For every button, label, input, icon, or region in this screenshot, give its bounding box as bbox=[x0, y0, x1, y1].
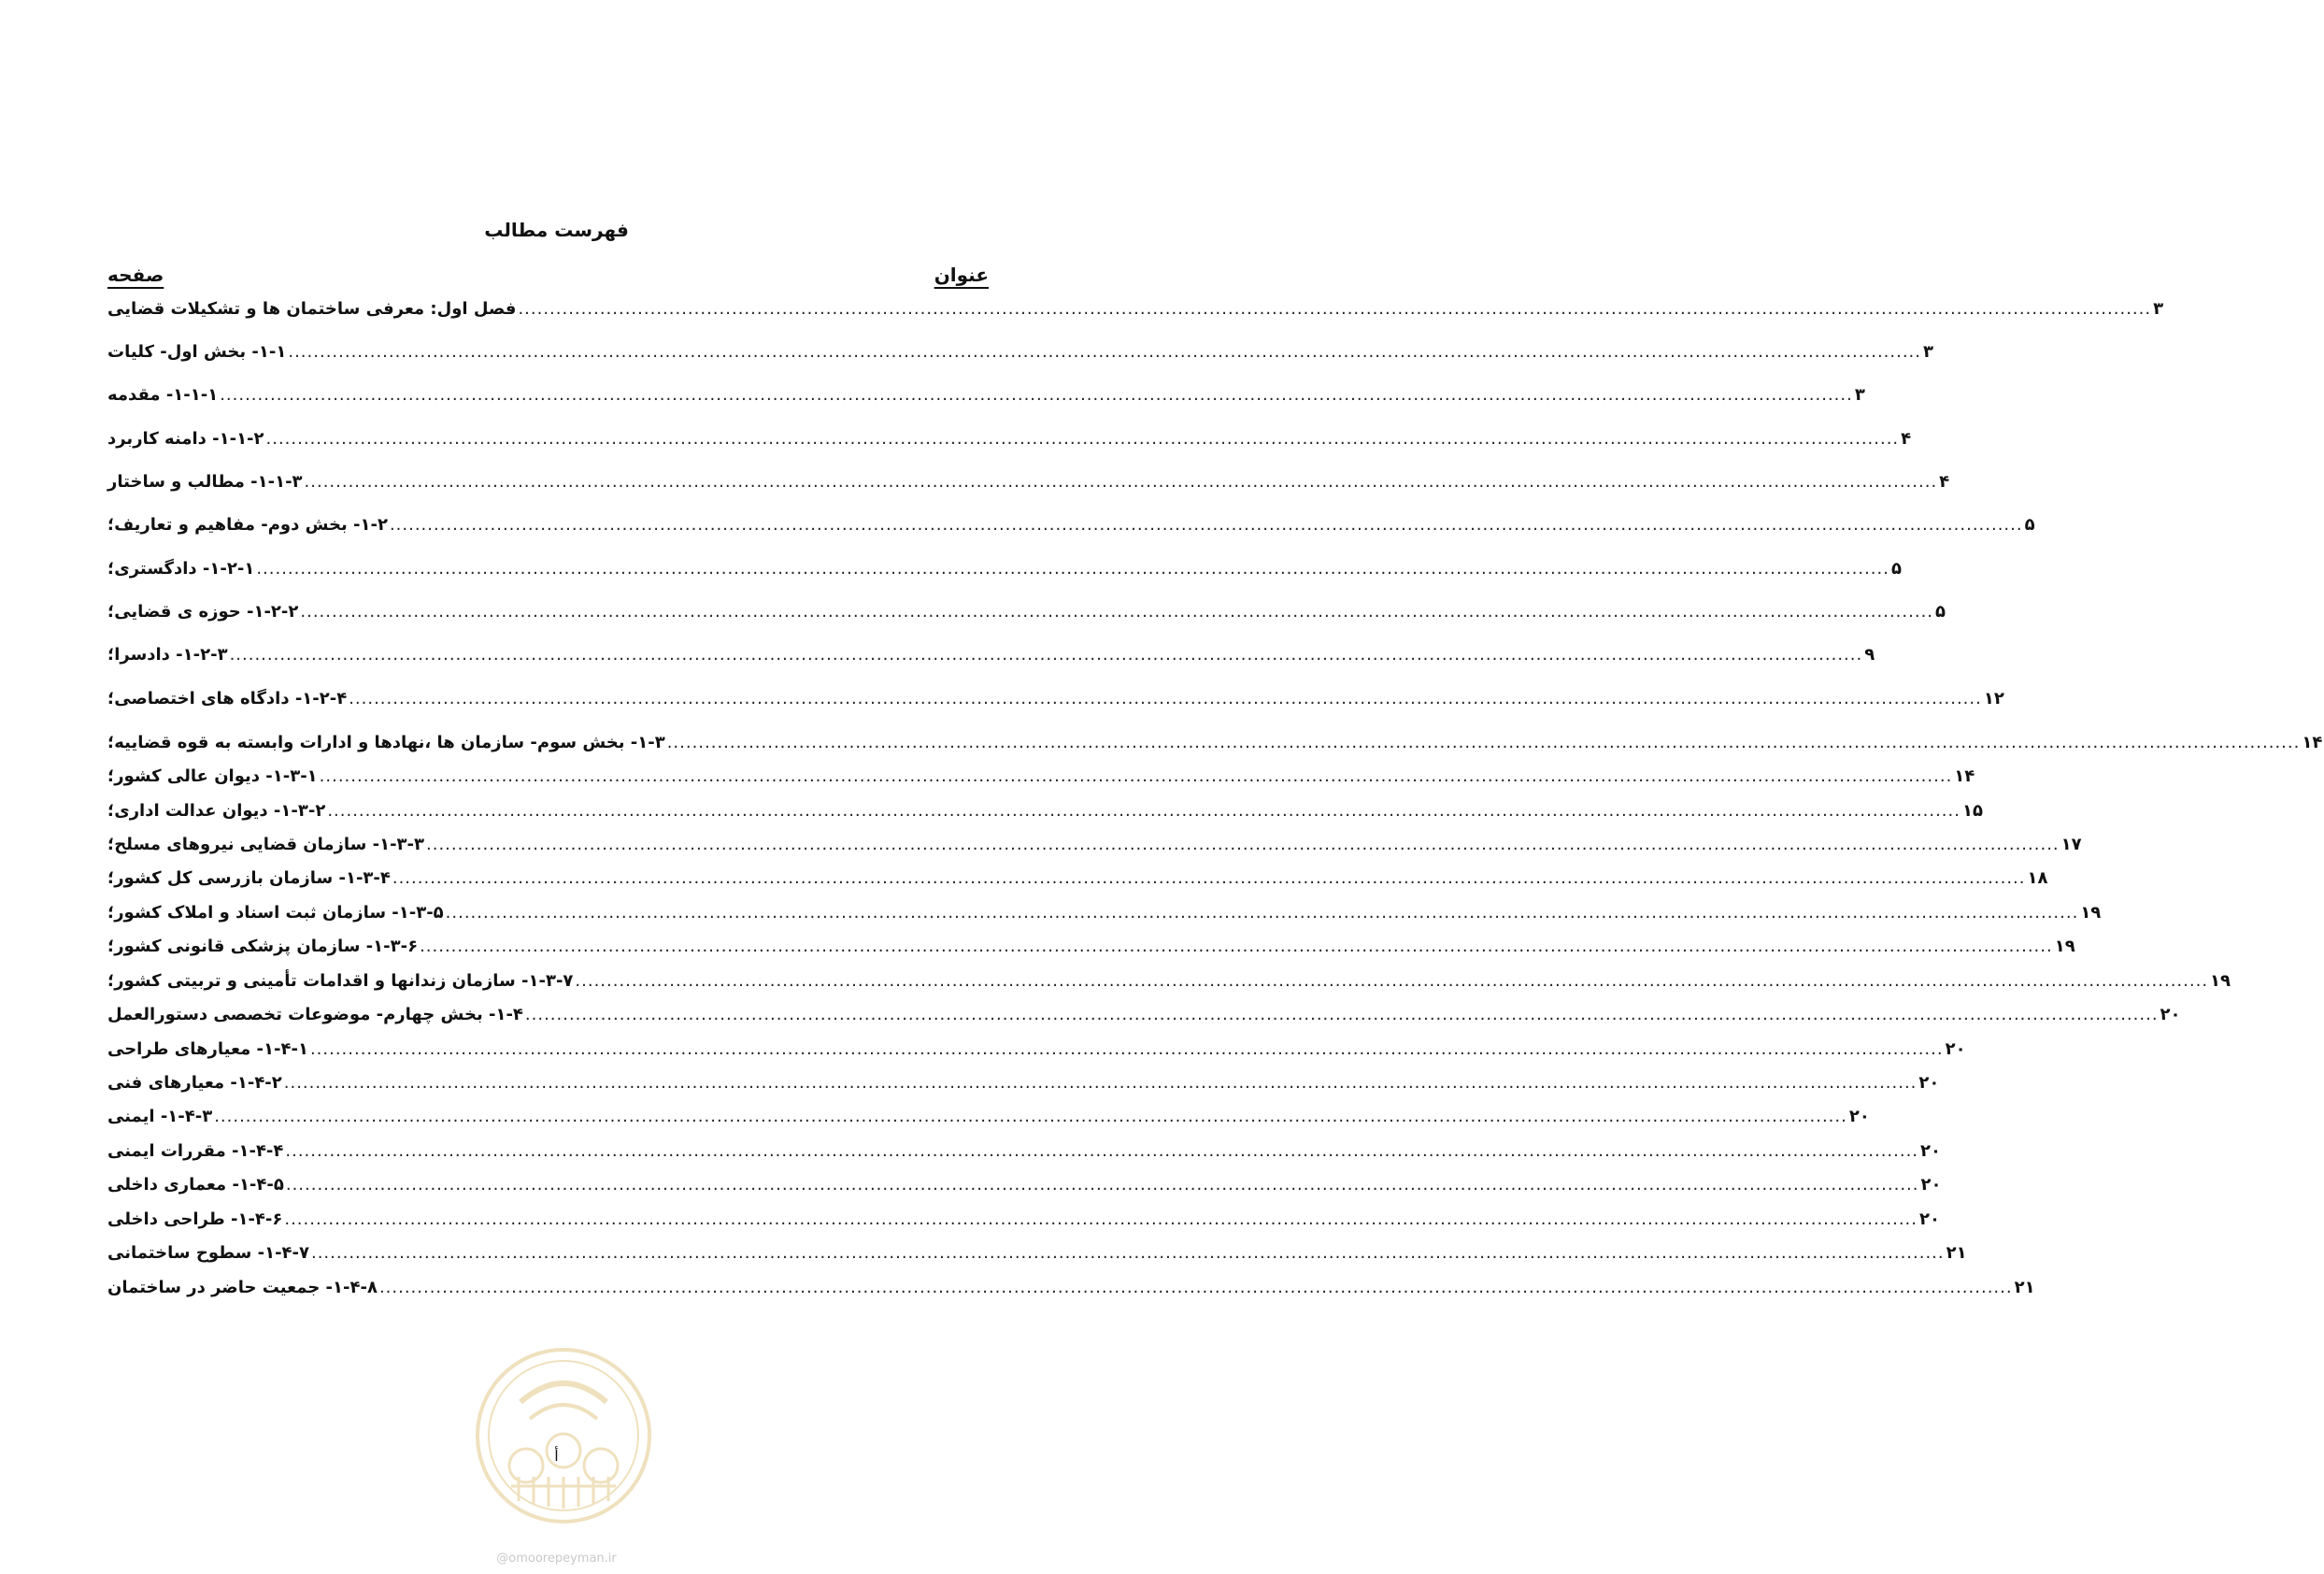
toc-entry-page: ۴ bbox=[1939, 472, 1950, 492]
toc-entry[interactable] bbox=[107, 555, 1902, 581]
toc-entry-page: ۱۹ bbox=[2210, 971, 2231, 991]
toc-leader-dots: .................................................................................................................................................................................................................................................................... bbox=[256, 559, 1889, 579]
toc-entry-title: ۱-۳-۳- سازمان قضایی نیروهای مسلح؛ bbox=[107, 835, 424, 854]
toc-entry-title: ۱-۳- بخش سوم- سازمان ها ،نهادها و ادارات وابسته به قوه قضاییه؛ bbox=[107, 733, 665, 752]
toc-entry-page: ۳ bbox=[2153, 299, 2164, 319]
column-header-page: صفحه bbox=[107, 264, 164, 286]
toc-entry[interactable] bbox=[107, 967, 2231, 994]
toc-entry-page: ۵ bbox=[1890, 559, 1902, 579]
toc-entry-page: ۲۰ bbox=[1945, 1039, 1966, 1059]
toc-entry[interactable] bbox=[107, 1274, 2035, 1300]
toc-entry[interactable] bbox=[107, 1036, 1966, 1062]
toc-entry[interactable] bbox=[107, 425, 1912, 451]
toc-leader-dots: .................................................................................................................................................................................................................................................................... bbox=[389, 515, 2023, 535]
toc-leader-dots: .................................................................................................................................................................................................................................................................... bbox=[214, 1107, 1847, 1126]
toc-entry-title: ۱-۱- بخش اول- کلیات bbox=[107, 342, 287, 362]
toc-leader-dots: .................................................................................................................................................................................................................................................................... bbox=[310, 1243, 1945, 1263]
toc-entry[interactable] bbox=[107, 865, 2048, 891]
page-number: أ bbox=[554, 1447, 559, 1465]
toc-leader-dots: .................................................................................................................................................................................................................................................................... bbox=[300, 602, 1934, 622]
toc-leader-dots: .................................................................................................................................................................................................................................................................... bbox=[319, 766, 1953, 786]
toc-leader-dots: .................................................................................................................................................................................................................................................................... bbox=[518, 299, 2152, 319]
toc-entry-page: ۵ bbox=[2024, 515, 2035, 535]
toc-entry-page: ۴ bbox=[1901, 429, 1912, 449]
toc-entry[interactable] bbox=[107, 381, 1865, 408]
toc-entry[interactable] bbox=[107, 338, 1933, 365]
toc-entry-page: ۱۸ bbox=[2027, 868, 2048, 888]
toc-entry[interactable] bbox=[107, 933, 2075, 959]
toc-leader-dots: .................................................................................................................................................................................................................................................................... bbox=[392, 868, 2026, 888]
toc-leader-dots: .................................................................................................................................................................................................................................................................... bbox=[304, 472, 1938, 492]
toc-entry-title: ۱-۴-۱- معیارهای طراحی bbox=[107, 1039, 308, 1059]
column-header-title: عنوان bbox=[934, 264, 989, 286]
toc-entry-title: ۱-۴-۸- جمعیت حاضر در ساختمان bbox=[107, 1278, 378, 1297]
toc-leader-dots: .................................................................................................................................................................................................................................................................... bbox=[666, 733, 2301, 752]
toc-entry-title: ۱-۱-۲- دامنه کاربرد bbox=[107, 429, 264, 449]
toc-leader-dots: .................................................................................................................................................................................................................................................................... bbox=[220, 385, 1853, 405]
toc-entry-page: ۲۱ bbox=[2014, 1278, 2035, 1297]
toc-entry-title: ۱-۴-۴- مقررات ایمنی bbox=[107, 1141, 284, 1161]
toc-entry-title: ۱-۲-۲- حوزه ی قضایی؛ bbox=[107, 602, 299, 622]
toc-entry[interactable] bbox=[107, 729, 2323, 755]
toc-entry[interactable] bbox=[107, 1103, 1870, 1129]
toc-entry-title: ۱-۳-۲- دیوان عدالت اداری؛ bbox=[107, 801, 326, 821]
toc-entry-title: ۱-۳-۶- سازمان پزشکی قانونی کشور؛ bbox=[107, 937, 419, 956]
toc-entry-title: فصل اول: معرفی ساختمان ها و تشکیلات قضایی bbox=[107, 299, 517, 319]
toc-entry[interactable] bbox=[107, 641, 1875, 667]
toc-leader-dots: .................................................................................................................................................................................................................................................................... bbox=[524, 1005, 2159, 1024]
toc-entry[interactable] bbox=[107, 797, 1983, 823]
toc-entry-title: ۱-۴-۵- معماری داخلی bbox=[107, 1175, 284, 1195]
toc-entry-page: ۲۰ bbox=[1920, 1175, 1942, 1195]
toc-entry-page: ۲۱ bbox=[1946, 1243, 1967, 1263]
toc-entry-page: ۱۵ bbox=[1961, 801, 1983, 821]
toc-entry[interactable] bbox=[107, 1171, 1942, 1197]
toc-entry-title: ۱-۲-۱- دادگستری؛ bbox=[107, 559, 255, 579]
toc-entry-title: ۱-۴-۲- معیارهای فنی bbox=[107, 1073, 282, 1093]
toc-entry-page: ۵ bbox=[1935, 602, 1946, 622]
toc-leader-dots: .................................................................................................................................................................................................................................................................... bbox=[285, 1141, 1919, 1161]
toc-entry-page: ۲۰ bbox=[2160, 1005, 2181, 1024]
toc-leader-dots: .................................................................................................................................................................................................................................................................... bbox=[445, 903, 2079, 923]
toc-leader-dots: .................................................................................................................................................................................................................................................................... bbox=[420, 937, 2053, 956]
toc-entry-title: ۱-۲- بخش دوم- مفاهیم و تعاریف؛ bbox=[107, 515, 388, 535]
toc-entry-page: ۱۷ bbox=[2060, 835, 2082, 854]
toc-entry-title: ۱-۴-۳- ایمنی bbox=[107, 1107, 213, 1126]
toc-entry-page: ۲۰ bbox=[1918, 1073, 1940, 1093]
toc-entry-page: ۳ bbox=[1923, 342, 1933, 362]
page-title: فهرست مطالب bbox=[484, 219, 629, 241]
toc-entry[interactable] bbox=[107, 511, 2035, 537]
toc-leader-dots: .................................................................................................................................................................................................................................................................... bbox=[288, 342, 1921, 362]
toc-entry-title: ۱-۱-۳- مطالب و ساختار bbox=[107, 472, 303, 492]
toc-entry-page: ۲۰ bbox=[1919, 1209, 1940, 1229]
toc-entry[interactable] bbox=[107, 1239, 1967, 1266]
toc-leader-dots: .................................................................................................................................................................................................................................................................... bbox=[575, 971, 2209, 991]
toc-leader-dots: .................................................................................................................................................................................................................................................................... bbox=[265, 429, 1900, 449]
toc-entry-title: ۱-۳-۱- دیوان عالی کشور؛ bbox=[107, 766, 318, 786]
toc-entry-title: ۱-۳-۷- سازمان زندانها و اقدامات تأمینی و تربیتی کشور؛ bbox=[107, 971, 574, 991]
toc-entry[interactable] bbox=[107, 1001, 2181, 1027]
toc-entry-title: ۱-۴-۷- سطوح ساختمانی bbox=[107, 1243, 309, 1263]
toc-entry[interactable] bbox=[107, 763, 1975, 789]
toc-leader-dots: .................................................................................................................................................................................................................................................................... bbox=[378, 1278, 2013, 1297]
toc-entry-title: ۱-۲-۳- دادسرا؛ bbox=[107, 645, 228, 665]
toc-entry-page: ۲۰ bbox=[1848, 1107, 1870, 1126]
toc-entry-page: ۱۲ bbox=[1983, 689, 2004, 708]
toc-entry[interactable] bbox=[107, 831, 2082, 857]
toc-entry-title: ۱-۴-۶- طراحی داخلی bbox=[107, 1209, 283, 1229]
toc-leader-dots: .................................................................................................................................................................................................................................................................... bbox=[426, 835, 2060, 854]
toc-leader-dots: .................................................................................................................................................................................................................................................................... bbox=[229, 645, 1863, 665]
toc-entry[interactable] bbox=[107, 295, 2164, 322]
toc-entry-page: ۱۹ bbox=[2080, 903, 2102, 923]
toc-entry-page: ۳ bbox=[1854, 385, 1865, 405]
toc-entry-page: ۱۴ bbox=[1954, 766, 1975, 786]
toc-leader-dots: .................................................................................................................................................................................................................................................................... bbox=[285, 1175, 1919, 1195]
toc-entry-title: ۱-۱-۱- مقدمه bbox=[107, 385, 219, 405]
toc-entry-page: ۱۴ bbox=[2302, 733, 2323, 752]
toc-entry[interactable] bbox=[107, 598, 1946, 624]
toc-entry-title: ۱-۲-۴- دادگاه های اختصاصی؛ bbox=[107, 689, 348, 708]
toc-entry-title: ۱-۳-۴- سازمان بازرسی کل کشور؛ bbox=[107, 868, 391, 888]
toc-leader-dots: .................................................................................................................................................................................................................................................................... bbox=[349, 689, 1982, 708]
toc-entry[interactable] bbox=[107, 685, 2004, 711]
toc-entry-page: ۹ bbox=[1864, 645, 1875, 665]
toc-entry-page: ۱۹ bbox=[2054, 937, 2075, 956]
watermark-text: @omoorepeyman.ir bbox=[496, 1552, 617, 1566]
toc-leader-dots: .................................................................................................................................................................................................................................................................... bbox=[283, 1073, 1918, 1093]
toc-entry[interactable] bbox=[107, 1069, 1940, 1095]
toc-entry-title: ۱-۳-۵- سازمان ثبت اسناد و املاک کشور؛ bbox=[107, 903, 444, 923]
toc-entry[interactable] bbox=[107, 899, 2102, 925]
circular-seal-stamp-icon bbox=[474, 1346, 653, 1525]
toc-leader-dots: .................................................................................................................................................................................................................................................................... bbox=[327, 801, 1960, 821]
toc-entry[interactable] bbox=[107, 468, 1950, 494]
toc-entry[interactable] bbox=[107, 1138, 1942, 1164]
toc-entry-page: ۲۰ bbox=[1920, 1141, 1942, 1161]
toc-entry[interactable] bbox=[107, 1206, 1940, 1232]
toc-leader-dots: .................................................................................................................................................................................................................................................................... bbox=[309, 1039, 1944, 1059]
toc-entry-title: ۱-۴- بخش چهارم- موضوعات تخصصی دستورالعمل bbox=[107, 1005, 523, 1024]
toc-leader-dots: .................................................................................................................................................................................................................................................................... bbox=[284, 1209, 1918, 1229]
